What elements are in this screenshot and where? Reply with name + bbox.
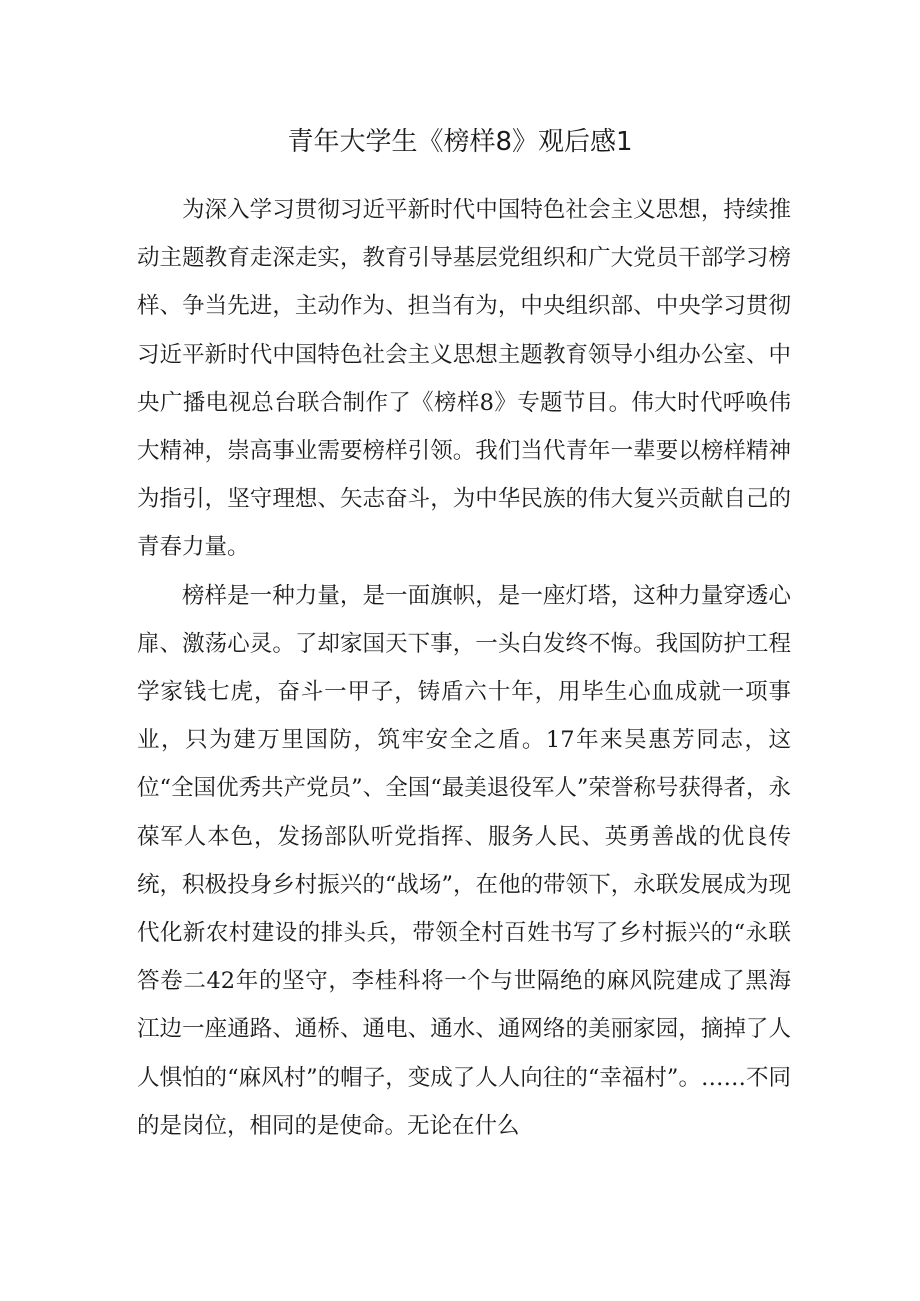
document-body [137,186,791,1150]
document-title: 青年大学生《榜样8》观后感1 [287,127,633,157]
paragraph: 为深入学习贯彻习近平新时代中国特色社会主义思想，持续推动主题教育走深走实，教育引导基层党组织和广大党员干部学习榜样、争当先进，主动作为、担当有为，中央组织部、中央学习贯彻习近平新时代中国特色社会主义思想主题教育领导小组办公室、中央广播电视总台联合制作了《榜样8》专题节目。伟大时代呼唤伟大精神，崇高事业需要榜样引领。我们当代青年一辈要以榜样精神为指引，坚守理想、矢志奋斗，为中华民族的伟大复兴贡献自己的青春力量。 [137,197,791,561]
paragraph: 榜样是一种力量，是一面旗帜，是一座灯塔，这种力量穿透心扉、激荡心灵。了却家国天下事，一头白发终不悔。我国防护工程学家钱七虎，奋斗一甲子，铸盾六十年，用毕生心血成就一项事业，只为建万里国防，筑牢安全之盾。17年来吴惠芳同志，这位“全国优秀共产党员”、全国“最美退役军人”荣誉称号获得者，永葆军人本色，发扬部队听党指挥、服务人民、英勇善战的优良传统，积极投身乡村振兴的“战场”，在他的带领下，永联发展成为现代化新农村建设的排头兵，带领全村百姓书写了乡村振兴的“永联答卷二42年的坚守，李桂科将一个与世隔绝的麻风院建成了黑海江边一座通路、通桥、通电、通水、通网络的美丽家园，摘掉了人人惧怕的“麻风村”的帽子，变成了人人向往的“幸福村”。……不同的是岗位，相同的是使命。无论在什么 [137,582,791,1139]
